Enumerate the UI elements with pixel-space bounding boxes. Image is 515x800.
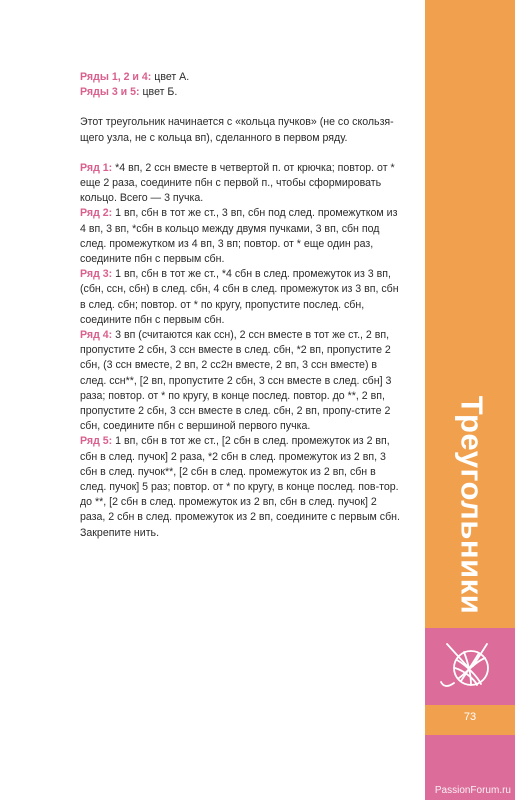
color-line-a	[80, 70, 402, 85]
row-1	[80, 161, 402, 207]
row-label: Ряд 5:	[80, 435, 113, 448]
rows-text: цвет Б.	[139, 86, 178, 99]
row-text: *4 вп, 2 ссн вместе в четвертой п. от крючка; повтор. от * еще 2 раза, соедините пбн с первой п., чтобы сформировать кольцо. Всего — 3 пучка.	[80, 161, 395, 205]
color-line-b	[80, 85, 402, 100]
row-5	[80, 434, 402, 540]
rows-text: цвет А.	[151, 71, 190, 83]
row-2	[80, 206, 402, 267]
row-text: 1 вп, сбн в тот же ст., 3 вп, сбн под след. промежутком из 4 вп, 3 вп, *сбн в кольцо между двумя пучками, 3 вп, сбн под след. промежутком из 4 вп, 3 вп; повтор. от * еще один раз, соедините пбн с первым сбн.	[80, 207, 398, 266]
row-4	[80, 328, 402, 434]
row-text: 3 вп (считаются как ссн), 2 ссн вместе в тот же ст., 2 вп, пропустите 2 сбн, 3 ссн вместе в след. сбн, *2 вп, пропустите 2 сбн, (3 ссн вместе, 2 вп, 2 сс2н вместе, 2 вп, 3 ссн вместе) в след. ссн**, [2 вп, пропустите 2 сбн, 3 ссн вместе в след. сбн] 3 раза; повтор. от * по кругу, в конце послед. повтор. до **, 2 вп, пропустите 2 сбн, 3 ссн вместе в след. сбн, 2 вп, пропу-стите 2 сбн, соедините пбн с вершиной первого пучка.	[80, 329, 392, 433]
row-text: 1 вп, сбн в тот же ст., [2 сбн в след. промежуток из 2 вп, сбн в след. пучок] 2 раза, *2 сбн в след. промежуток из 2 вп, 3 сбн в след. пучок**, [2 сбн в след. промежуток из 2 вп, сбн в след. пучок] 5 раз; повтор. от * по кругу, в конце послед. пов-тор. до **, [2 сбн в след. промежуток из 2 вп, сбн в след. пучок] 2 раза, 2 сбн в след. промежуток из 2 вп, соедините с первым сбн. Закрепите нить.	[80, 435, 400, 539]
intro-paragraph: Этот треугольник начинается с «кольца пучков» (не со скользя-щего узла, не с кольца вп), сделанного в первом ряду.	[80, 116, 394, 144]
rows-label: Ряды 3 и 5:	[80, 86, 140, 99]
row-label: Ряд 1:	[80, 161, 113, 174]
rows-label: Ряды 1, 2 и 4:	[80, 71, 152, 83]
section-title	[431, 385, 511, 625]
row-label: Ряд 3:	[80, 268, 113, 281]
row-text: 1 вп, сбн в тот же ст., *4 сбн в след. промежуток из 3 вп, (сбн, ссн, сбн) в след. сбн, 4 сбн в след. промежуток из 3 вп, сбн в след. сбн; повтор. от * по кругу, пропустите послед. сбн, соедините пбн с первым сбн.	[80, 268, 399, 326]
section-title-text: Треугольники	[454, 395, 490, 615]
row-label: Ряд 4:	[80, 329, 113, 342]
yarn-ball-icon	[437, 638, 501, 701]
page-content	[80, 70, 402, 541]
row-3	[80, 267, 402, 328]
page-number: 73	[463, 711, 477, 723]
row-label: Ряд 2:	[80, 207, 113, 220]
watermark: PassionForum.ru	[434, 785, 511, 796]
